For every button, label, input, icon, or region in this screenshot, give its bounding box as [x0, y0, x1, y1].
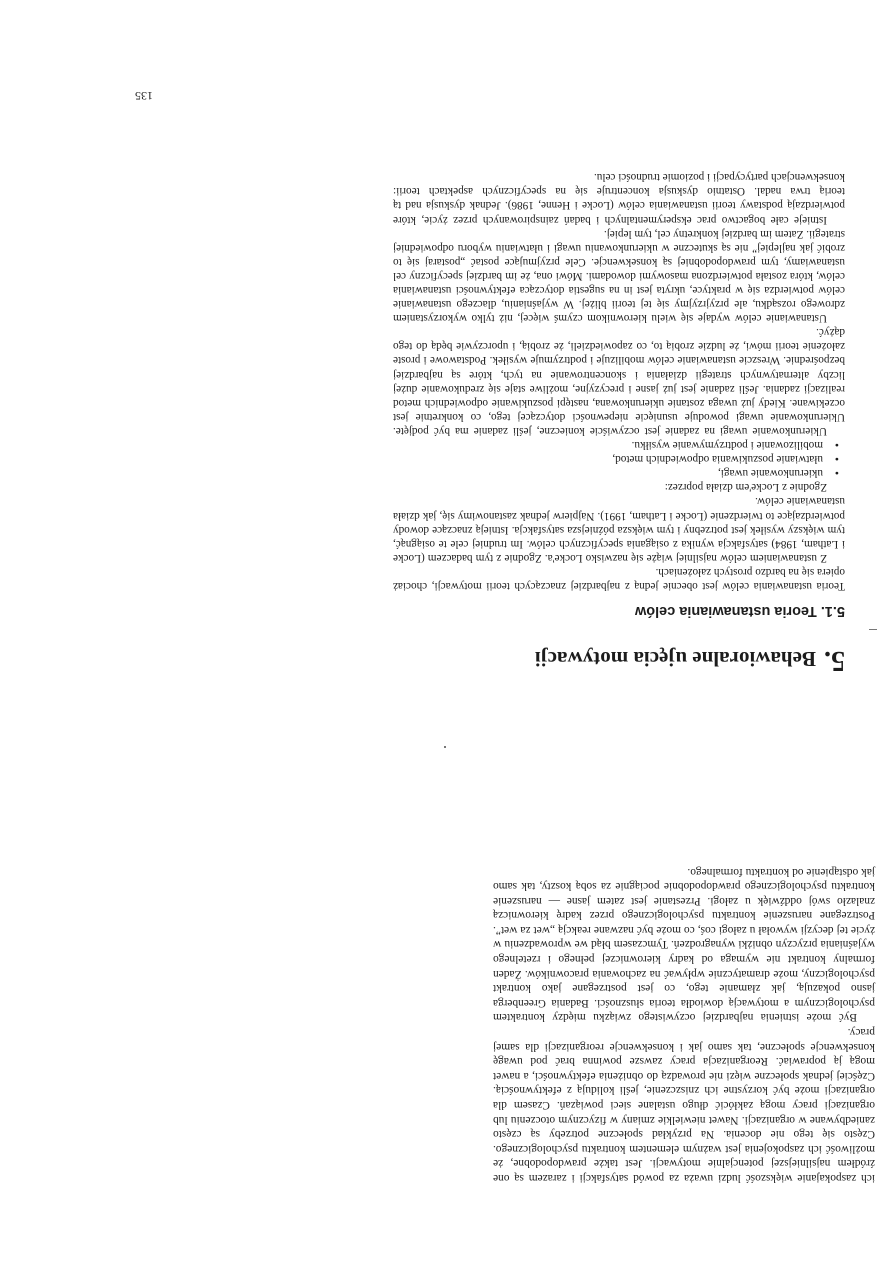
paragraph-intro: Teoria ustanawiania celów jest obecnie jedną z najbardziej znaczących teorii motywacji, chociaż opiera się na bardzo prostych założeniach.: [393, 565, 845, 592]
body-column-upper: [493, 864, 875, 1185]
paragraph-locke: Z ustanawianiem celów najsilniej wiąże się nazwisko Locke'a. Zgodnie z tym badaczem (Locke i Latham, 1984) satysfakcja wynika z osiągania specyficznych celów. Im trudniej cele te osiągnąć, tym większy wysiłek jest potrzebny i tym większa późniejsza satysfakcja. Istnieją znaczące dowody potwierdzające to twierdzenie (Locke i Latham, 1991). Najpierw jednak zastanowimy się, jak działa ustanawianie celów.: [393, 495, 845, 564]
mechanism-list: [393, 438, 845, 480]
scan-speck: [444, 746, 446, 748]
body-column-lower: [393, 170, 845, 593]
section-heading: 5.1. Teoria ustanawiania celów: [634, 603, 845, 619]
paragraph-common-sense: Ustanawianie celów wydaje się wielu kierownikom czymś więcej, niż tylko wykorzystaniem zdrowego rozsądku, ale przyjrzyjmy się tej teorii bliżej. W wyjaśnianiu, dlaczego ustanawianie celów potwierdza się w praktyce, ukryta jest in na sugestia dotycząca efektywności ustanawiania celów, która została potwierdzona masowymi dowodami. Mówi ona, że im bardziej specyficzny cel ustanawiamy, tym prawdopodobniej są konsekwencje. Cele przyjmujące postać „postaraj się to zrobić jak najlepiej” nie są skuteczne w ukierunkowaniu uwagi i ułatwianiu wyboru odpowiedniej strategii. Zatem im bardziej konkretny cel, tym lepiej.: [393, 227, 845, 325]
scan-mark: [869, 629, 877, 630]
list-item: • ułatwianie poszukiwania odpowiednich metod,: [393, 452, 823, 466]
list-item: • ukierunkowanie uwagi,: [393, 466, 823, 480]
chapter-title-text: Behawioralne ujęcia motywacji: [534, 647, 816, 671]
list-intro: Zgodnie z Locke'em działa poprzez:: [664, 481, 827, 494]
paragraph-psychological-contract: Być może istnienia najbardziej oczywistego związku między kontraktem psychologicznym a motywacją dowiodła teoria słuszności. Badania Greenberga jasno pokazują, jak złamanie tego, co jest postrzegane jako kontrakt psychologiczny, może dramatycznie wpływać na zachowania pracowników. Żaden formalny kontrakt nie wymaga od kadry kierowniczej pełnego i rzetelnego wyjaśniania przyczyn obniżki wynagrodzeń. Tymczasem błąd we wprowadzeniu w życie tej decyzji wywołał u załogi coś, co może być nazwane reakcją „wet za wet”. Postrzegane naruszenie kontraktu psychologicznego przez kadrę kierowniczą znalazło swój oddźwięk u załogi. Przestanie jest zatem jasne — naruszenie kontraktu psychologicznego prawdopodobnie pociągnie za sobą koszty, tak samo jak odstąpienie od kontraktu formalnego.: [493, 865, 875, 1024]
chapter-number: 5.: [824, 645, 845, 676]
paragraph-social-needs: ich zaspokajanie większość ludzi uważa za powód satysfakcji i zarazem są one źródłem najsilniejszej potencjalnie motywacji. Jest także prawdopodobne, że możliwość ich zaspokojenia jest ważnym elementem kontraktu psychologicznego. Często się tego nie docenia. Na przykład społeczne potrzeby są często zaniedbywane w organizacji. Nawet niewielkie zmiany w fizycznym otoczeniu lub organizacji pracy mogą zakłócić długo ustalane sieci powiązań. Czasem dla organizacji może być korzystne ich zniszczenie, jeśli kolidują z efektywnością. Częściej jednak społeczne więzi nie prowadzą do obniżenia efektywności, a nawet mogą ją poprawiać. Reorganizacja pracy zawsze powinna brać pod uwagę konsekwencje społeczne, tak samo jak i konsekwencje reorganizacji dla samej pracy.: [493, 1026, 875, 1184]
paragraph-research: Istnieje całe bogactwo prac eksperymentalnych i badań zainspirowanych przez życie, które potwierdzają podstawy teorii ustanawiania celów (Locke i Henne, 1986). Jednak dyskusja nad tą teorią trwa nadal. Ostatnio dyskusja koncentruje się na specyficznych aspektach teorii: konsekwencjach partycypacji i poziomie trudności celu.: [393, 171, 845, 226]
paragraph-attention: Ukierunkowanie uwagi na zadanie jest oczywiście konieczne, jeśli zadanie ma być podjęte. Ukierunkowanie uwagi powoduje usunięcie niepewności dotyczącej tego, co konkretnie jest oczekiwane. Kiedy już uwaga zostanie ukierunkowana, następi poszukiwanie odpowiednich metod realizacji zadania. Jeśli zadanie jest już jasne i precyzyjne, możliwe staje się zredukowanie dużej liczby alternatywnych strategii działania i skoncentrowanie na tych, które są najbardziej bezpośrednie. Wreszcie ustanawianie celów mobilizuje i podtrzymuje wysiłek. Podstawowe i proste założenie teorii mówi, że ludzie zrobią to, co zapowiedzieli, że zrobią, i uporczywie będą do tego dążyć.: [393, 326, 845, 437]
page-number: 135: [135, 89, 153, 103]
chapter-heading: [345, 645, 845, 676]
list-item: • mobilizowanie i podtrzymywanie wysiłku.: [393, 438, 823, 452]
